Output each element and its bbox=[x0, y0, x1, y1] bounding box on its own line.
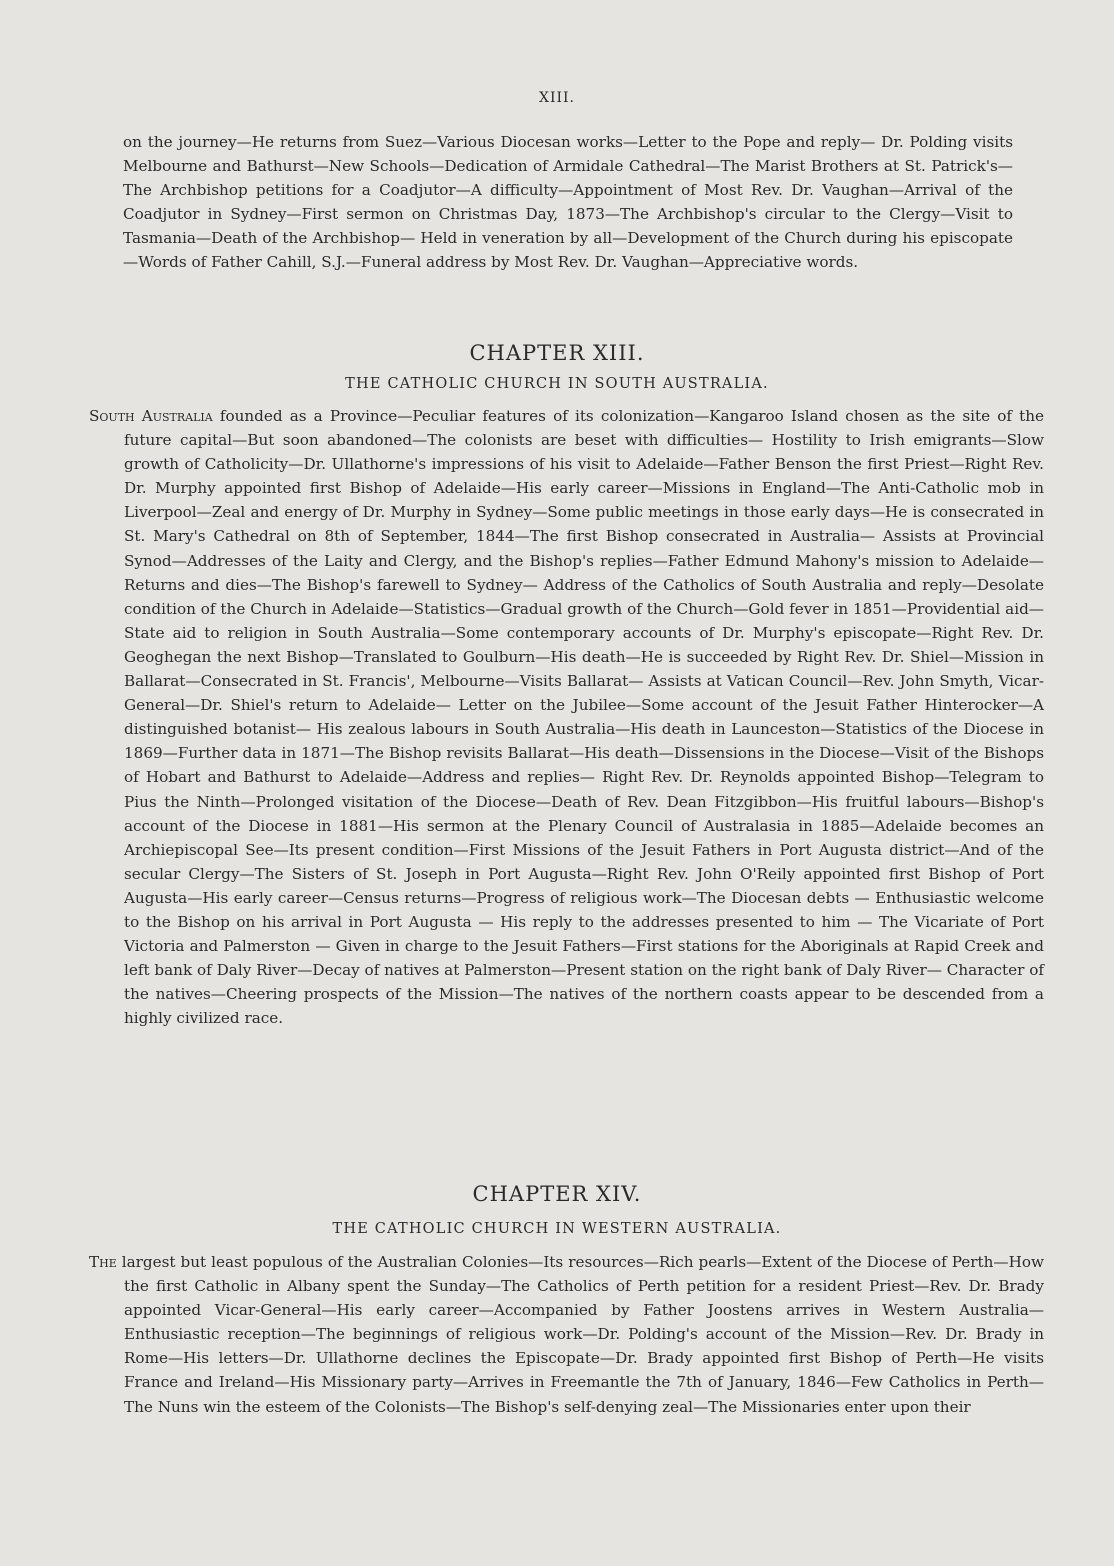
chapter-xiv-lead-words: The bbox=[89, 1253, 117, 1271]
chapter-xii-summary-continuation: on the journey—He returns from Suez—Various Diocesan works—Letter to the Pope and reply— Dr. Polding visits Melbourne and Bathurst—New Schools—Dedication of Armidale Cathedral—The Marist Brothers at St. Patrick's—The Archbishop petitions for a Coadjutor—A difficulty—Appointment of Most Rev. Dr. Vaughan—Arrival of the Coadjutor in Sydney—First sermon on Christmas Day, 1873—The Archbishop's circular to the Clergy—Visit to Tasmania—Death of the Archbishop— Held in veneration by all—Development of the Church during his episcopate—Words of Father Cahill, S.J.—Funeral address by Most Rev. Dr. Vaughan—Appreciative words. bbox=[123, 133, 1013, 272]
chapter-xiii-summary bbox=[89, 404, 1044, 1030]
chapter-xiv-summary bbox=[89, 1250, 1044, 1419]
chapter-xiv-title: THE CATHOLIC CHURCH IN WESTERN AUSTRALIA. bbox=[332, 1221, 782, 1237]
chapter-xiv-heading: CHAPTER XIV. bbox=[472, 1182, 642, 1206]
page-number: XIII. bbox=[538, 90, 575, 106]
chapter-xiv-summary-text: largest but least populous of the Australian Colonies—Its resources—Rich pearls—Extent of the Diocese of Perth—How the first Catholic in Albany spent the Sunday—The Catholics of Perth petition for a resident Priest—Rev. Dr. Brady appointed Vicar-General—His early career—Accompanied by Father Joostens arrives in Western Australia—Enthusiastic reception—The beginnings of religious work—Dr. Polding's account of the Mission—Rev. Dr. Brady in Rome—His letters—Dr. Ullathorne declines the Episcopate—Dr. Brady appointed first Bishop of Perth—He visits France and Ireland—His Missionary party—Arrives in Freemantle the 7th of January, 1846—Few Catholics in Perth—The Nuns win the esteem of the Colonists—The Bishop's self-denying zeal—The Missionaries enter upon their bbox=[116, 1253, 1044, 1416]
chapter-xiii-lead-words: South Australia bbox=[89, 407, 213, 425]
chapter-xiii-title: THE CATHOLIC CHURCH IN SOUTH AUSTRALIA. bbox=[345, 376, 769, 392]
chapter-xiii-summary-text: founded as a Province—Peculiar features of its colonization—Kangaroo Island chosen as the site of the future capital—But soon abandoned—The colonists are beset with difficulties— Hostility to Irish emigrants—Slow growth of Catholicity—Dr. Ullathorne's impressions of his visit to Adelaide—Father Benson the first Priest—Right Rev. Dr. Murphy appointed first Bishop of Adelaide—His early career—Missions in England—The Anti-Catholic mob in Liverpool—Zeal and energy of Dr. Murphy in Sydney—Some public meetings in those early days—He is consecrated in St. Mary's Cathedral on 8th of September, 1844—The first Bishop consecrated in Australia— Assists at Provincial Synod—Addresses of the Laity and Clergy, and the Bishop's replies—Father Edmund Mahony's mission to Adelaide—Returns and dies—The Bishop's farewell to Sydney— Address of the Catholics of South Australia and reply—Desolate condition of the Church in Adelaide—Statistics—Gradual growth of the Church—Gold fever in 1851—Providential aid—State aid to religion in South Australia—Some contemporary accounts of Dr. Murphy's episcopate—Right Rev. Dr. Geoghegan the next Bishop—Translated to Goulburn—His death—He is succeeded by Right Rev. Dr. Shiel—Mission in Ballarat—Consecrated in St. Francis', Melbourne—Visits Ballarat— Assists at Vatican Council—Rev. John Smyth, Vicar-General—Dr. Shiel's return to Adelaide— Letter on the Jubilee—Some account of the Jesuit Father Hinterocker—A distinguished botanist— His zealous labours in South Australia—His death in Launceston—Statistics of the Diocese in 1869—Further data in 1871—The Bishop revisits Ballarat—His death—Dissensions in the Diocese—Visit of the Bishops of Hobart and Bathurst to Adelaide—Address and replies— Right Rev. Dr. Reynolds appointed Bishop—Telegram to Pius the Ninth—Prolonged visitation of the Diocese—Death of Rev. Dean Fitzgibbon—His fruitful labours—Bishop's account of the Diocese in 1881—His sermon at the Plenary Council of Australasia in 1885—Adelaide becomes an Archiepiscopal See—Its present condition—First Missions of the Jesuit Fathers in Port Augusta district—And of the secular Clergy—The Sisters of St. Joseph in Port Augusta—Right Rev. John O'Reily appointed first Bishop of Port Augusta—His early career—Census returns—Progress of religious work—The Diocesan debts — Enthusiastic welcome to the Bishop on his arrival in Port Augusta — His reply to the addresses presented to him — The Vicariate of Port Victoria and Palmerston — Given in charge to the Jesuit Fathers—First stations for the Aboriginals at Rapid Creek and left bank of Daly River—Decay of natives at Palmerston—Present station on the right bank of Daly River— Character of the natives—Cheering prospects of the Mission—The natives of the northern coasts appear to be descended from a highly civilized race. bbox=[124, 407, 1044, 1028]
chapter-xiii-heading: CHAPTER XIII. bbox=[469, 341, 645, 365]
